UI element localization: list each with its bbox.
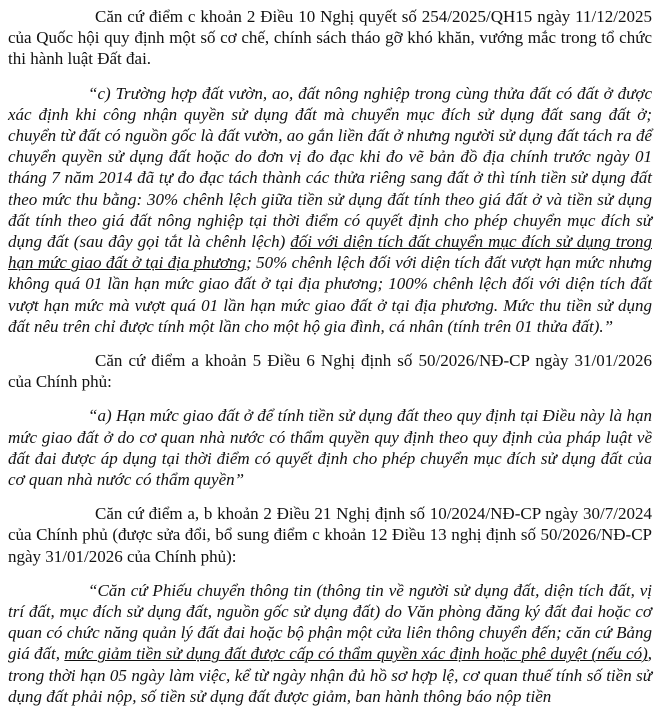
quoted-clause-a: “a) Hạn mức giao đất ở để tính tiền sử dụng đất theo quy định tại Điều này là hạn mức giao đất ở do cơ quan nhà nước có thẩm quyền quy định theo quy định của pháp luật về đất đai được áp dụng tại thời điểm có quyết định cho phép chuyển mục đích sử dụng đất của cơ quan nhà nước có thẩm quyền”	[8, 406, 652, 490]
quoted-clause-text: “Căn cứ Phiếu chuyển thông tin (thông tin về người sử dụng đất, diện tích đất, vị trí đất, mục đích sử dụng đất, nguồn gốc sử dụng đất) do Văn phòng đăng ký đất đai hoặc cơ quan có chức năng quản lý đất đai hoặc bộ phận một cửa liên thông chuyển đến; căn cứ Bảng giá đất,	[8, 580, 652, 664]
quoted-clause-text: , trong thời hạn 05 ngày làm việc, kể từ ngày nhận đủ hồ sơ hợp lệ, cơ quan thuế tính số tiền sử dụng đất phải nộp, số tiền sử dụng đất được giảm, ban hành thông báo nộp tiền	[8, 644, 652, 706]
underlined-phrase: đối với diện tích đất chuyển mục đích sử dụng trong hạn mức giao đất ở tại địa phương	[8, 232, 652, 273]
quoted-clause-text: “c) Trường hợp đất vườn, ao, đất nông nghiệp trong cùng thửa đất có đất ở được xác định khi công nhận quyền sử dụng đất mà chuyển mục đích sử dụng đất sang đất ở; chuyển từ đất có nguồn gốc là đất vườn, ao gắn liền đất ở nhưng người sử dụng đất tách ra để chuyển quyền sử dụng đất hoặc do đơn vị đo đạc khi đo vẽ bản đồ địa chính trước ngày 01 tháng 7 năm 2014 đã tự đo đạc tách thành các thửa riêng sang đất ở thì tính tiền sử dụng đất theo mức thu bằng: 30% chênh lệch giữa tiền sử dụng đất tính theo giá đất ở và tiền sử dụng đất tính theo giá đất nông nghiệp tại thời điểm có quyết định cho phép chuyển mục đích sử dụng đất (sau đây gọi tắt là chênh lệch)	[8, 83, 652, 252]
legal-basis-paragraph-2: Căn cứ điểm a khoản 5 Điều 6 Nghị định số 50/2026/NĐ-CP ngày 31/01/2026 của Chính phủ:	[8, 351, 652, 392]
legal-basis-paragraph-3: Căn cứ điểm a, b khoản 2 Điều 21 Nghị định số 10/2024/NĐ-CP ngày 30/7/2024 của Chính phủ (được sửa đổi, bổ sung điểm c khoản 12 Điều 13 nghị định số 50/2026/NĐ-CP ngày 31/01/2026 của Chính phủ):	[8, 504, 652, 566]
quoted-clause-text: ; 50% chênh lệch đối với diện tích đất vượt hạn mức nhưng không quá 01 lần hạn mức giao đất ở tại địa phương; 100% chênh lệch đối với diện tích đất vượt hạn mức mà vượt quá 01 lần hạn mức giao đất ở tại địa phương. Mức thu tiền sử dụng đất nêu trên chỉ được tính một lần cho một hộ gia đình, cá nhân (tính trên 01 thửa đất).”	[8, 253, 652, 336]
underlined-phrase: mức giảm tiền sử dụng đất được cấp có thẩm quyền xác định hoặc phê duyệt (nếu có)	[64, 644, 648, 664]
legal-basis-paragraph-1: Căn cứ điểm c khoản 2 Điều 10 Nghị quyết số 254/2025/QH15 ngày 11/12/2025 của Quốc hội quy định một số cơ chế, chính sách tháo gỡ khó khăn, vướng mắc trong tổ chức thi hành luật Đất đai.	[8, 7, 652, 69]
quoted-procedure-clause	[8, 580, 652, 707]
quoted-clause-c	[8, 83, 652, 337]
